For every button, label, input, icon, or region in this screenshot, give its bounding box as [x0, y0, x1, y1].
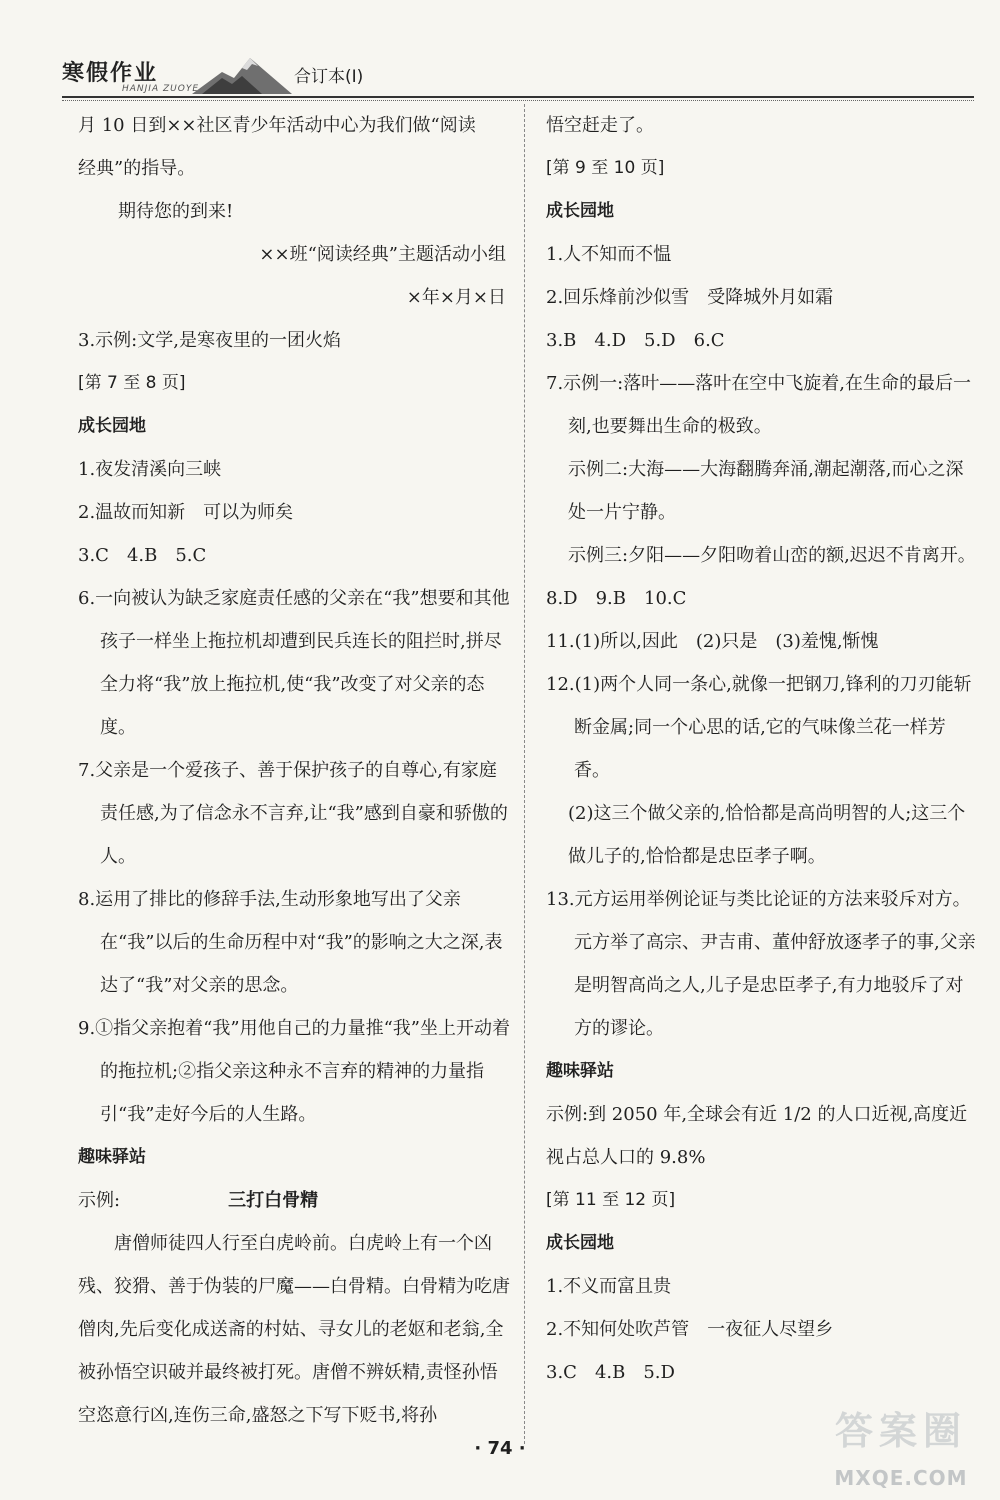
story-title: 三打白骨精: [228, 1190, 319, 1211]
answer-sub-item: 示例三:夕阳——夕阳吻着山峦的额,迟迟不肯离开。: [568, 545, 976, 566]
left-column: [78, 104, 514, 1437]
answer-item: 3.示例:文学,是寒夜里的一团火焰: [78, 330, 341, 351]
letter-date: ×年×月×日: [406, 287, 506, 308]
section-heading: 成长园地: [546, 1233, 614, 1253]
answer-item: 12.(1)两个人同一条心,就像一把钢刀,锋利的刀刃能斩断金属;同一个心思的话,它的气味像兰花一样芳香。: [546, 674, 972, 781]
answer-item: 9.①指父亲抱着“我”用他自己的力量推“我”坐上开动着的拖拉机;②指父亲这种永不言弃的精神的力量指引“我”走好今后的人生路。: [78, 1018, 510, 1125]
answer-item: 7.示例一:落叶——落叶在空中飞旋着,在生命的最后一刻,也要舞出生命的极致。: [546, 373, 971, 437]
answer-item: 1.夜发清溪向三峡: [78, 459, 222, 480]
answer-item: 示例:到 2050 年,全球会有近 1/2 的人口近视,高度近视占总人口的 9.8%: [546, 1104, 968, 1168]
right-column: [546, 104, 978, 1394]
page-range-heading: [第 9 至 10 页]: [546, 158, 665, 178]
answer-item: 11.(1)所以,因此 (2)只是 (3)羞愧,惭愧: [546, 631, 879, 652]
column-divider: [524, 104, 525, 1444]
answer-item: 2.温故而知新 可以为师矣: [78, 502, 294, 523]
answer-item: 8.D 9.B 10.C: [546, 588, 687, 609]
page-range-heading: [第 7 至 8 页]: [78, 373, 186, 393]
section-heading: 趣味驿站: [78, 1147, 146, 1167]
section-heading: 趣味驿站: [546, 1061, 614, 1081]
answer-item: 3.C 4.B 5.D: [546, 1362, 675, 1383]
section-heading: 成长园地: [546, 201, 614, 221]
answer-item: 2.不知何处吹芦管 一夜征人尽望乡: [546, 1319, 834, 1340]
answer-sub-item: 元方举了高宗、尹吉甫、董仲舒放逐孝子的事,父亲是明智高尚之人,儿子是忠臣孝子,有力地驳斥了对方的谬论。: [574, 932, 976, 1039]
page-range-heading: [第 11 至 12 页]: [546, 1190, 676, 1210]
letter-signature: ××班“阅读经典”主题活动小组: [259, 244, 506, 265]
brand-title: 寒假作业: [62, 60, 159, 86]
answer-sub-item: (2)这三个做父亲的,恰恰都是高尚明智的人;这三个做儿子的,恰恰都是忠臣孝子啊。: [568, 803, 966, 867]
header-rule-dotted: [62, 100, 974, 101]
page-header: [62, 52, 974, 98]
story-paragraph: 唐僧师徒四人行至白虎岭前。白虎岭上有一个凶残、狡猾、善于伪装的尸魔——白骨精。白骨精为吃唐僧肉,先后变化成送斋的村姑、寻女儿的老妪和老翁,全被孙悟空识破并最终被打死。唐僧不辨妖精,责怪孙悟空恣意行凶,连伤三命,盛怒之下写下贬书,将孙: [78, 1233, 510, 1426]
answer-item: 2.回乐烽前沙似雪 受降城外月如霜: [546, 287, 834, 308]
answer-item: 8.运用了排比的修辞手法,生动形象地写出了父亲在“我”以后的生命历程中对“我”的影响之大之深,表达了“我”对父亲的思念。: [78, 889, 503, 996]
text-line: 经典”的指导。: [78, 158, 196, 179]
example-label: 示例:: [78, 1190, 121, 1211]
section-heading: 成长园地: [78, 416, 146, 436]
answer-item: 3.C 4.B 5.C: [78, 545, 207, 566]
site-watermark: [816, 1400, 986, 1490]
brand-subtitle: HANJIA ZUOYE: [122, 84, 200, 94]
answer-item: 1.不义而富且贵: [546, 1276, 672, 1297]
watermark-logo-text: 答案圈: [834, 1409, 967, 1453]
mountain-logo-icon: [192, 52, 292, 96]
answer-sub-item: 示例二:大海——大海翻腾奔涌,潮起潮落,而心之深处一片宁静。: [568, 459, 964, 523]
answer-item: 7.父亲是一个爱孩子、善于保护孩子的自尊心,有家庭责任感,为了信念永不言弃,让“我”感到自豪和骄傲的人。: [78, 760, 508, 867]
text-line: 期待您的到来!: [118, 201, 234, 222]
answer-item: 1.人不知而不愠: [546, 244, 672, 265]
answer-item: 13.元方运用举例论证与类比论证的方法来驳斥对方。: [546, 889, 971, 910]
answer-item: 6.一向被认为缺乏家庭责任感的父亲在“我”想要和其他孩子一样坐上拖拉机却遭到民兵连长的阻拦时,拼尽全力将“我”放上拖拉机,使“我”改变了对父亲的态度。: [78, 588, 510, 738]
edition-label: 合订本(Ⅰ): [294, 67, 364, 87]
header-rule: [62, 96, 974, 98]
text-line: 月 10 日到××社区青少年活动中心为我们做“阅读: [78, 115, 476, 136]
page-number: · 74 ·: [474, 1438, 526, 1459]
answer-item: 3.B 4.D 5.D 6.C: [546, 330, 725, 351]
watermark-url: MXQE.COM: [834, 1466, 968, 1490]
text-line: 悟空赶走了。: [546, 115, 654, 136]
example-title-line: [78, 1179, 514, 1222]
